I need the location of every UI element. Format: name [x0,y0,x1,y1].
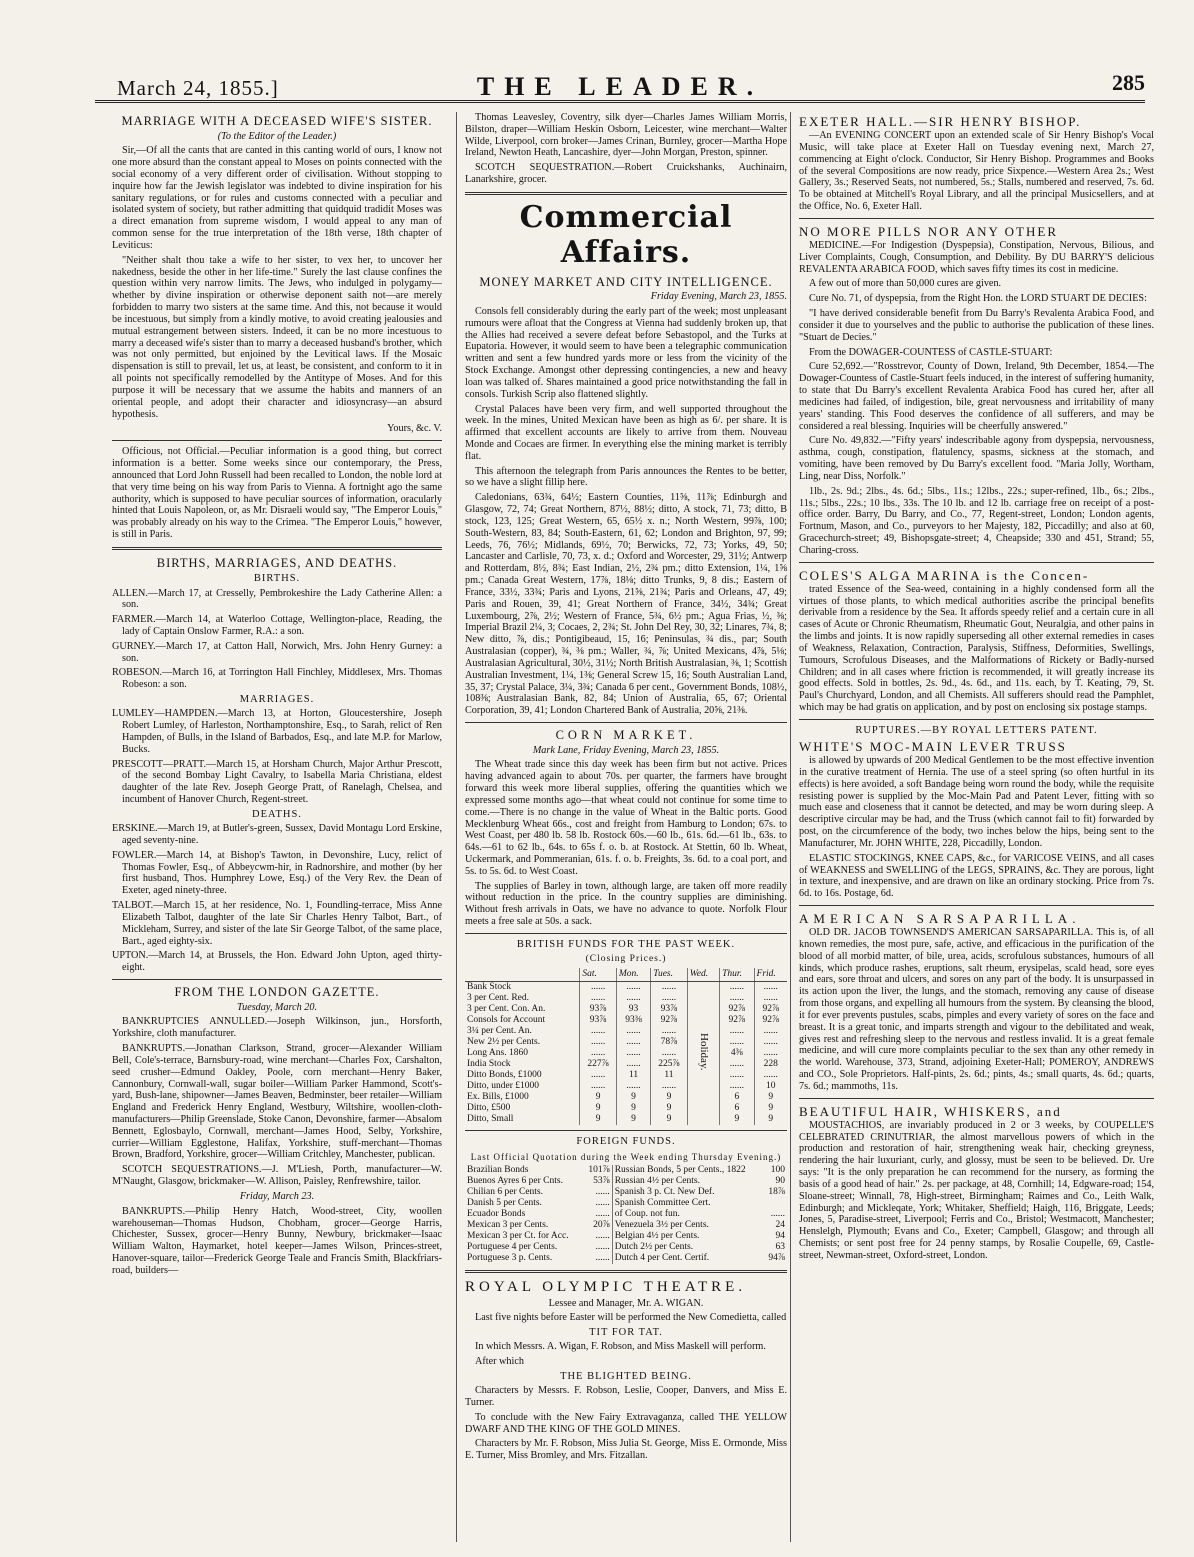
alga-marina-heading: COLES'S ALGA MARINA is the Concen- [799,567,1090,583]
table-row [465,1004,787,1015]
foreign-fund-value: ...... [583,1253,612,1264]
births-heading: BIRTHS. [253,573,301,585]
table-row [465,1026,787,1037]
cell-frid: 228 [754,1059,787,1070]
table-row [465,1209,787,1220]
newspaper-title: THE LEADER. [476,72,764,101]
table-row [465,1165,787,1176]
foreign-fund-value: 53⅞ [583,1176,612,1187]
divider [799,218,1154,219]
hair-heading: BEAUTIFUL HAIR, WHISKERS, and [799,1103,1062,1119]
pills-paragraph: Cure No. 71, of dyspepsia, from the Right Hon. the LORD STUART DE DECIES: [809,293,1147,305]
foreign-fund-value: 24 [775,1220,785,1231]
table-row [465,1092,787,1103]
fund-name: India Stock [467,1059,511,1070]
table-row [465,1070,787,1081]
fund-name: 3¼ per Cent. An. [467,1026,532,1037]
foreign-fund-value: ...... [583,1242,612,1253]
fund-name: Ditto, Small [467,1114,514,1125]
cell-mon: 9 [616,1092,650,1103]
olympic-paragraph: Characters by Messrs. F. Robson, Leslie, Cooper, Danvers, and Miss E. Turner. [465,1385,787,1408]
fund-name: Ditto Bonds, £1000 [467,1070,542,1081]
issue-date: March 24, 1855.] [117,76,279,100]
foreign-funds-table [465,1165,787,1264]
cell-frid: 92⅞ [754,1004,787,1015]
marriage-entry: LUMLEY—HAMPDEN.—March 13, at Horton, Gloucestershire, Joseph Robert Lumley, of Harleston, Northamptonshire, Esq., to Sarah, relict of Ren Hampden, of Bulls, in the Island of Barbados, Esq., and late M.P. for Marlow, Bucks. [112,708,442,755]
cell-frid: ...... [754,1037,787,1048]
pills-paragraph: Cure No. 49,832.—"Fifty years' indescribable agony from dyspepsia, nervousness, asthma, cough, constipation, flatulency, spasms, sickness at the stomach, and vomiting, have been removed by Du Barry's excellent food. "Maria Jolly, Wortham, Ling, near Diss, Norfolk." [799,435,1154,482]
death-entry: UPTON.—March 14, at Brussels, the Hon. Edward John Upton, aged thirty-eight. [112,950,442,974]
olympic-theatre-heading: ROYAL OLYMPIC THEATRE. [465,1279,747,1296]
page-number: 285 [1112,70,1145,95]
cell-thur: 6 [720,1103,754,1114]
cell-thur: ...... [720,1070,754,1081]
foreign-fund-name: Russian Bonds, 5 per Cents., 1822 [614,1164,746,1175]
foreign-fund-value: 18⅞ [768,1187,785,1198]
money-market-heading: MONEY MARKET AND CITY INTELLIGENCE. [479,274,773,289]
birth-entry: FARMER.—March 14, at Waterloo Cottage, Wellington-place, Reading, the lady of Captain Onslow Farmer, R.A.: a son. [112,614,442,637]
table-header: Mon. [616,968,650,982]
olympic-lessee: Lessee and Manager, Mr. A. WIGAN. [548,1297,704,1309]
gazette-date-1: Tuesday, March 20. [237,1001,317,1013]
deaths-list [112,823,442,974]
gazette-paragraph: BANKRUPTCIES ANNULLED.—Joseph Wilkinson, jun., Horsforth, Yorkshire, cloth manufacturer. [112,1016,442,1040]
money-paragraph: This afternoon the telegraph from Paris announces the Rentes to be better, so we have a slight fillip here. [465,465,787,489]
british-funds-subheading: (Closing Prices.) [585,954,667,965]
divider [465,1130,787,1131]
foreign-fund-value: ...... [770,1209,785,1220]
cell-frid: 9 [754,1092,787,1103]
column-left [112,112,442,1542]
foreign-fund-name: Spanish Committee Cert. [614,1198,711,1209]
olympic-play-title: THE BLIGHTED BEING. [560,1371,692,1382]
gazette-heading: FROM THE LONDON GAZETTE. [174,985,380,1000]
cell-sat: ...... [580,1037,617,1048]
fund-name: Long Ans. 1860 [467,1048,528,1059]
cell-thur: 4⅜ [720,1048,754,1059]
death-entry: TALBOT.—March 15, at her residence, No. 1, Foundling-terrace, Miss Anne Elizabeth Talbot, daughter of the late Sir Charles Henry Talbot, Bart., of Mickleham, Surrey, and sister of the late Sir George Talbot, of the same place, Bart., aged eighty-six. [112,900,442,947]
cell-sat: ...... [580,1026,617,1037]
table-row [465,1037,787,1048]
money-paragraph: Consols fell considerably during the early part of the week; most unpleasant rumours were afloat that the Congress at Vienna had suddenly broken up, that the Allies had received a severe defeat before Sebastopol, and the Turks at Eupatoria. However, it would seem to have been a telegraphic communication written and sent a few hundred yards more or less from the vicinity of the Stock Exchange. Amongst other depressing contingencies, a new and heavy loan was talked of. Shares maintained a good price notwithstanding the fall in consols. Turkish Scrip also flattened slightly. [465,305,787,400]
foreign-fund-name: Danish 5 per Cents. [467,1198,542,1209]
marriages-heading: MARRIAGES. [239,694,315,706]
truss-paragraph: is allowed by upwards of 200 Medical Gentlemen to be the most effective invention in the curative treatment of Hernia. The use of a steel spring (so often hurtful in its effects) is here avoided, a soft Bandage being worn round the body, while the requisite resisting power is supplied by the Moc-Main Pad and Patent Lever, fitting with so much ease and closeness that it cannot be detected, and may be worn during sleep. A descriptive circular may be had, and the Truss (which cannot fail to fit) forwarded by post, on the circumference of the body, two inches below the hips, being sent to the Manufacturer, Mr. JOHN WHITE, 228, Piccadilly, London. [799,755,1154,849]
fund-name: New 2½ per Cents. [467,1037,541,1048]
table-row [465,1220,787,1231]
cell-tues: 78⅞ [651,1037,688,1048]
cell-sat: 93⅞ [580,1004,617,1015]
cell-mon: 93⅜ [616,1015,650,1026]
column-right [790,112,1154,1542]
foreign-fund-value: 100 [770,1164,785,1175]
cell-mon: ...... [616,982,650,994]
divider [465,1270,787,1273]
table-row [465,1231,787,1242]
table-header: Tues. [651,968,688,982]
cell-mon: ...... [616,1081,650,1092]
fund-name: Ditto, £500 [467,1103,511,1114]
corn-market-heading: CORN MARKET. [555,728,697,743]
table-header: Sat. [580,968,617,982]
cell-thur: 92⅞ [720,1015,754,1026]
olympic-paragraph: In which Messrs. A. Wigan, F. Robson, and Miss Maskell will perform. [475,1341,766,1353]
birth-entry: GURNEY.—March 17, at Catton Hall, Norwich, Mrs. John Henry Gurney: a son. [112,640,442,664]
cell-sat: ...... [580,993,617,1004]
cell-thur: ...... [720,1037,754,1048]
divider [112,547,442,550]
fund-name: 3 per Cent. Red. [467,993,530,1004]
hair-paragraph: MOUSTACHIOS, are invariably produced in 2 or 3 weeks, by COUPELLE'S CELEBRATED CRINUTRIAR, the almost marvellous powers of which in the production and restoration of hair, strengthening weak hair, checking greyness, rendering the hair luxuriant, curly, and glossy, must be seen to be believed. Dr. Ure says: "It is the only preparation he can recommend for the nursery, as forming the basis of a good head of hair." 2s. per package, at 48, Cornhill; 14, Edgware-road; 154, Sloane-street; Winnall, 78, High-street, Birmingham; Raimes and Co., Leith Walk, Edinburgh; and Mickleqate, York; Whitaker, Sheffield; Haigh, 116, Briggate, Leeds; Jones, 5, Paradise-street, Liverpool; Ferris and Co., Bristol; Westmacott, Manchester; Henslelgh, Plymouth; Evans and Co., Exeter; Campbell, Glasgow; and through all Chemists; or sent post free for 24 penny stamps, by Rosalie Coupelle, 69, Castle-street, Newman-street, Oxford-street, London. [799,1119,1154,1261]
death-entry: FOWLER.—March 14, at Bishop's Tawton, in Devonshire, Lucy, relict of Thomas Fowler, Esq., of Abbeycwm-hir, in Radnorshire, and mother (by her first husband, Thos. Humphrey Lowe, Esq.) of the Very Rev. the Dean of Exeter, aged ninety-three. [112,849,442,897]
pills-paragraph: MEDICINE.—For Indigestion (Dyspepsia), Constipation, Nervous, Bilious, and Liver Complaints, Cough, Consumption, and Debility. By DU BARRY'S delicious REVALENTA ARABICA FOOD, which saves fifty times its cost in medicine. [799,239,1154,275]
cell-tues: 9 [651,1103,688,1114]
olympic-paragraph: Characters by Mr. F. Robson, Miss Julia St. George, Miss E. Ormonde, Miss E. Turner, Miss Bromley, and Mrs. Fitzallan. [465,1438,787,1462]
corn-paragraph: The supplies of Barley in town, although large, are taken off more readily without reduction in the price. In the country supplies are diminishing. Without fresh arrivals in Oats, we have no advance to quote. Norfolk Flour meets a free sale at 50s. a sack. [465,880,787,928]
divider [799,562,1154,563]
divider [112,440,442,441]
pills-paragraph: A few out of more than 50,000 cures are given. [809,278,1002,290]
foreign-fund-name: Mexican 3 per Ct. for Acc. [467,1231,569,1242]
divider [112,979,442,980]
cell-frid: 92⅞ [754,1015,787,1026]
cell-sat: ...... [580,1081,617,1092]
olympic-paragraph: After which [475,1356,524,1368]
foreign-fund-name: Buenos Ayres 6 per Cnts. [467,1176,563,1186]
column-middle [456,112,787,1542]
cell-frid: 10 [754,1081,787,1092]
foreign-fund-value: 20⅞ [583,1220,612,1231]
cell-mon: 93 [616,1004,650,1015]
section-title: Commercial Affairs. [519,199,733,270]
foreign-fund-name: Belgian 4½ per Cents. [614,1231,700,1242]
cell-mon: ...... [616,1059,650,1070]
gazette-date-2: Friday, March 23. [239,1190,315,1202]
olympic-paragraph: To conclude with the New Fairy Extravaganza, called THE YELLOW DWARF AND THE KING OF THE GOLD MINES. [465,1411,787,1435]
corn-paragraph: The Wheat trade since this day week has been firm but not active. Prices having advanced again to about 70s. per quarter, the farmers have brought forward this week more liberal supplies, offering the quantities which we expressed some months ago—that wheat could not continue for some time to come.—There is no change in the value of Wheat in the Baltic ports. Good Mecklenburg Wheat 66s., cost and freight from Hamburg to London; 67s. to West Coast, per 480 lb. 58 lb. Rostock 60s.—60 lb., 61s. 6d.—61 lb., 63s. to 64s.—61 to 62 lb., 64s. to 65s f. o. b. at Rostock. At Stettin, 60 lb. Wheat, Uckermark, and Pommeranian, 61s. f. o. b. Freights, 3s. 6d. to a coal port, and 5s. to 5s. 6d. to West Coast. [465,759,787,877]
foreign-fund-name: Dutch 4 per Cent. Certif. [614,1253,710,1264]
foreign-fund-name: Brazilian Bonds [467,1164,529,1175]
cell-thur: 6 [720,1092,754,1103]
pills-heading: NO MORE PILLS NOR ANY OTHER [799,223,1058,239]
cell-tues: ...... [651,993,688,1004]
cell-tues: ...... [651,1048,688,1059]
officious-paragraph: Officious, not Official.—Peculiar information is a good thing, but correct information is a better. Some weeks since our contemporary, the Press, announced that Lord John Russell had been recalled to London, the noble lord at that very time being on his way from Paris to Vienna. A fortnight ago the same authority, which is supposed to have peculiar sources of information, oracularly hinted that Louis Napoleon, or, as Mr. Disraeli would say, "The Emperor Louis," was probably already on his way to the Crimea. "The Emperor Louis," however, is still in Paris. [112,446,442,540]
divider [465,933,787,934]
exeter-hall-paragraph: —An EVENING CONCERT upon an extended scale of Sir Henry Bishop's Vocal Music, will take place at Exeter Hall on Tuesday evening next, March 27, commencing at Eight o'clock. Conductor, Sir Henry Bishop. Programmes and Books of the several Compositions are now ready, price Sixpence.—Western Area 2s.; West Gallery, 3s.; Reserved Seats, not numbered, 5s.; Stalls, numbered and reserved, 7s. 6d. To be obtained at Mitchell's Royal Library, and all the principal Musicsellers, and at the Office, No. 6, Exeter Hall. [799,130,1154,213]
cell-sat: 93⅞ [580,1015,617,1026]
cell-sat: 9 [580,1114,617,1125]
cell-tues: 92⅞ [651,1015,688,1026]
foreign-fund-name: of Coup. not fun. [614,1209,680,1220]
cell-mon: ...... [616,1048,650,1059]
table-row [465,1242,787,1253]
foreign-fund-name: Ecuador Bonds [467,1209,526,1220]
share-prices-paragraph: Caledonians, 63¾, 64½; Eastern Counties, 11⅝, 11⅞; Edinburgh and Glasgow, 72, 74; Great Northern, 87½, 88½; ditto, A stock, 71, 73; ditto, B stock, 123, 125; Great Western, 65, 65½ x. n.; North Western, 99⅞, 100; South-Western, 83, 84; South-Eastern, 61, 62; London and Brighton, 97, 99; Leeds, 76, 76½; Midlands, 69½, 70; Berwicks, 72, 73; Yorks, 49, 50; Lancaster and Carlisle, 70, 73, x. d.; Oxford and Worcester, 29, 31½; Antwerp and Rotterdam, 8½, 8¾; East Indian, 2½, 2¾ pm.; ditto Extension, 1¼, 1⅝ pm.; Canada Great Western, 17⅞, 18⅛; ditto Trunks, 9, 8 dis.; Eastern of France, 33½, 33¾; Paris and Lyons, 21⅝, 21¾; Paris and Orleans, 47, 49; Paris and Rouen, 39, 41; Great Northern of France, 34½, 34¾; Great Luxembourg, 2⅞, 2½; Western of France, 5¾, 6½ pm.; Agua Frias, ½, ⅜; Imperial Brazil 2¼, 3; Cocaes, 2, 2¾; St. John Del Rey, 30, 32; Linares, 7¾, 8; New ditto, ⅞, dis.; Pontigibeaud, 15, 16; Peninsulas, ¾ dis., par; South Australasian (copper), ¾, ⅜ pm.; Waller, ¾, ⅞; United Mexicans, 4⅞, 5⅛; Australasian Agricultural, 30½, 31½; North British Australasian, ⅜, 1; Scottish Australian Investment, 1¼, 1⅜; General Screw 15, 16; South Australian Land, 35, 37; Crystal Palace, 3¼, 3¾; Canada 6 per cent., Government Bonds, 108½, 108⅜; Australasian Bank, 82, 84; Union of Australia, 65, 67; Oriental Corporation, 39, 41; London Chartered Bank of Australia, 20⅝, 21⅜. [465,492,787,717]
fund-name: Ditto, under £1000 [467,1081,540,1092]
cell-sat: 9 [580,1103,617,1114]
foreign-fund-value: 101⅞ [583,1165,612,1176]
cell-tues: 11 [651,1070,688,1081]
cell-mon: ...... [616,1026,650,1037]
cell-sat: 227⅞ [580,1059,617,1070]
deaths-heading: DEATHS. [252,808,302,820]
bankrupts-continued: Thomas Leavesley, Coventry, silk dyer—Charles James William Morris, Bilston, draper—William Heskin Osborn, Leicester, wine merchant—Walter Wilde, Liverpool, corn broker—James Crinan, Burnley, grocer—Martha Hope Ireland, Newton Heath, Lancashire, dyer—John Morgan, Preston, spinner. [465,112,787,159]
table-row [465,1187,787,1198]
foreign-fund-name: Dutch 2½ per Cents. [614,1242,694,1253]
british-funds-heading: BRITISH FUNDS FOR THE PAST WEEK. [516,938,736,950]
cell-tues: ...... [651,1081,688,1092]
cell-sat: 9 [580,1092,617,1103]
divider [465,722,787,723]
table-row [465,993,787,1004]
masthead [95,64,1145,103]
foreign-fund-name: Spanish 3 p. Ct. New Def. [614,1187,715,1198]
cell-frid: ...... [754,1026,787,1037]
marriage-signature: Yours, &c. V. [387,423,442,435]
cell-tues: ...... [651,1026,688,1037]
table-row [465,1015,787,1026]
money-paragraph: Crystal Palaces have been very firm, and well supported throughout the week. In the mines, United Mexican have been as high as 6/. per share. It is affirmed that excellent accounts are likely to arrive from them. Nouveau Monde and Cocaes are firmer. In everything else the mining market is terribly flat. [465,403,787,462]
alga-marina-paragraph: trated Essence of the Sea-weed, containing in a highly condensed form all the virtues of those plants, to which medical authorities ascribe the principal benefits derivable from a residence by the Sea. It affords speedy relief and a certain cure in all cases of Acute or Chronic Rheumatism, Rheumatic Gout, Neuralgia, and other pains in the limbs and joints. It is now rapidly superseding all other external remedies in cases of Weakness, Relaxation, Contraction, Paralysis, Stiffness, Deformities, Swellings, Tumours, Scrofulous Diseases, and the Malformations of Rickety or Badly-nursed Children; and in all cases where friction is recommended, it will greatly increase its good effects. Sold in bottles, 2s. 9d., 4s. 6d., and 11s. each, by T. Keating, 79, St. Paul's Churchyard, London, and all Chemists. All sufferers should read the Pamphlet, which may be had gratis on application, and by post on enclosing six postage stamps. [799,583,1154,714]
table-row [465,1059,787,1070]
foreign-fund-value: 63 [775,1242,785,1253]
foreign-fund-name: Portuguese 3 p. Cents. [467,1253,553,1264]
foreign-fund-value: ...... [583,1187,612,1198]
foreign-fund-value [764,1198,787,1209]
foreign-fund-name: Russian 4½ per Cents. [614,1176,700,1186]
cell-thur: 9 [720,1114,754,1125]
table-row [465,1114,787,1125]
foreign-fund-name: Chilian 6 per Cents. [467,1187,543,1198]
table-header: Frid. [754,968,787,982]
death-entry: ERSKINE.—March 19, at Butler's-green, Sussex, David Montagu Lord Erskine, aged seventy-nine. [112,823,442,846]
cell-mon: 11 [616,1070,650,1081]
cell-frid: 9 [754,1103,787,1114]
pills-paragraph: 1lb., 2s. 9d.; 2lbs., 4s. 6d.; 5lbs., 11s.; 12lbs., 22s.; super-refined, 1lb., 6s.; 2lbs., 11s.; 5lbs., 22s.; 10 lbs., 33s. The 10 lb. and 12 lb. carriage free on receipt of a post-office order. Barry, Du Barry, and Co., 77, Regent-street, London; London agents, Fortnum, Mason, and Co., purveyors to her Majesty, 182, Piccadilly; and also at 60, Gracechurch-street; 49, Bishopsgate-street; 4, Cheapside; 330 and 451, Strand; 55, Charing-cross. [799,485,1154,556]
pills-paragraph: Cure 52,692.—"Rosstrevor, County of Down, Ireland, 9th December, 1854.—The Dowager-Countess of Castle-Stuart feels induced, in the interest of suffering humanity, to state that Du Barry's excellent Revalenta Arabica Food has cured her, after all medicines had failed, of indigestion, bile, great nervousness and irritability of many years' standing. This Food deserves the confidence of all sufferers, and may be considered a real blessing. Inquiries will be cheerfully answered." [799,361,1154,432]
cell-frid: ...... [754,993,787,1004]
foreign-fund-value: 90 [775,1176,785,1186]
fund-name: Bank Stock [467,982,512,993]
table-row [465,1103,787,1114]
marriage-entry: PRESCOTT—PRATT.—March 15, at Horsham Church, Major Arthur Prescott, of the second Bombay Light Cavalry, to Isabella Maria Christiana, eldest daughter of the late Rev. Joseph George Pratt, of Ranelagh, Chelsea, and incumbent of Hanover Church, Regent-street. [112,758,442,806]
holiday-label: Holiday. [697,1033,710,1071]
foreign-fund-name: Mexican 3 per Cents. [467,1220,549,1231]
cell-sat: ...... [580,1048,617,1059]
fund-name: Ex. Bills, £1000 [467,1092,529,1103]
birth-entry: ROBESON.—March 16, at Torrington Hall Finchley, Middlesex, Mrs. Thomas Robeson: a son. [112,667,442,691]
table-header: Wed. [687,968,719,982]
cell-tues: 93⅞ [651,1004,688,1015]
divider [799,905,1154,906]
foreign-fund-name: Portuguese 4 per Cents. [467,1242,558,1253]
table-row [465,982,787,994]
foreign-fund-value: ...... [583,1231,612,1242]
gazette-paragraph: SCOTCH SEQUESTRATIONS.—J. M'Liesh, Porth, manufacturer—W. M'Naught, Glasgow, brickmaker—W. Allison, Paisley, Renfrewshire, tailor. [112,1164,442,1188]
cell-sat: ...... [580,1070,617,1081]
cell-tues: 225⅞ [651,1059,688,1070]
cell-thur: ...... [720,993,754,1004]
cell-sat: ...... [580,982,617,994]
table-header [465,968,580,982]
births-list [112,588,442,692]
fund-name: Consols for Account [467,1015,546,1026]
cell-mon: 9 [616,1103,650,1114]
sarsaparilla-heading: AMERICAN SARSAPARILLA. [799,911,1081,927]
cell-mon: ...... [616,1037,650,1048]
cell-frid: 9 [754,1114,787,1125]
marriages-list [112,708,442,806]
birth-entry: ALLEN.—March 17, at Cresselly, Pembrokeshire the Lady Catherine Allen: a son. [112,587,442,611]
gazette-paragraph: BANKRUPTS.—Philip Henry Hatch, Wood-street, City, woollen warehouseman—Thomas Hudson, Chobham, grocer—George Harris, Chichester, Sussex, grocer—Henry Bunny, Newbury, brickmaker—Isaac William Walton, Haymarket, hotel keeper—James Wilson, Princes-street, Hanover-square, tailor—Frederick George Teale and Francis Smith, Blackfriars-road, builders— [112,1205,442,1276]
foreign-fund-value: ...... [583,1209,612,1220]
foreign-funds-heading: FOREIGN FUNDS. [576,1136,676,1148]
cell-tues: 9 [651,1114,688,1125]
pills-paragraph: From the DOWAGER-COUNTESS of CASTLE-STUART: [809,346,1053,358]
bmd-heading: BIRTHS, MARRIAGES, AND DEATHS. [156,555,398,570]
divider [465,192,787,195]
marriage-heading: MARRIAGE WITH A DECEASED WIFE'S SISTER. [121,114,433,128]
sarsaparilla-paragraph: OLD DR. JACOB TOWNSEND'S AMERICAN SARSAPARILLA. This is, of all known remedies, the most pure, safe, active, and efficacious in the purification of the blood of all morbid matter, of bile, urea, acids, scrofulous substances, humours of all kinds, which produce rashes, eruptions, salt rheum, erysipelas, scald head, sore eyes and ears, sore throat and ulcers, and sores on any part of the body. It is unsurpassed in its action upon the liver, the lungs, and the stomach, removing any cause of disease from those organs, and expelling all humours from the system. By cleansing the blood, it for ever prevents pustules, scabs, pimples and every variety of sores on the face and breast. It is a great tonic, and imparts strength and vigour to the debilitated and weak, gives rest and refreshing sleep to the nervous and restless invalid. It is a great female medicine, and will cure more complaints peculiar to the sex than any other remedy in the world. Warehouse, 373, Strand, adjoining Exeter-Hall; POMEROY, ANDREWS and CO., Sole Proprietors. Half-pints, 2s. 6d.; pints, 4s.; small quarts, 4s. 6d.; quarts, 7s. 6d.; mammoths, 11s. [799,927,1154,1092]
cell-frid: ...... [754,1048,787,1059]
money-market-date: Friday Evening, March 23, 1855. [650,291,787,303]
british-funds-table [465,968,787,1125]
corn-market-date: Mark Lane, Friday Evening, March 23, 1855. [532,744,720,756]
cell-mon: 9 [616,1114,650,1125]
cell-frid: ...... [754,982,787,994]
marriage-paragraph-1: Sir,—Of all the cants that are canted in this canting world of ours, I know not one more absurd than the constant appeal to Moses on points connected with the social economy of a very different order of civilisation. Without stopping to inquire how far the Jewish legislator was indebted to divine inspiration for his sanitary regulations, or for rules and customs connected with a peculiar and isolated system of society, but rather admitting that quidquid tradidit Moses was a direct emanation from supreme wisdom, I would appeal to any man of common sense for the true interpretation of the 18th verse, 18th chapter of Leviticus: [112,145,442,251]
marriage-subheading: (To the Editor of the Leader.) [217,130,337,142]
olympic-paragraph: Last five nights before Easter will be performed the New Comedietta, called [475,1312,787,1324]
cell-frid: ...... [754,1070,787,1081]
marriage-paragraph-2: "Neither shalt thou take a wife to her sister, to vex her, to uncover her nakedness, beside the other in her life-time." Surely the last clause confines the question within very narrow limits. The Jews, who indulged in polygamy—whether by divine inspiration or otherwise deponent saith not—are merely forbidden to marry two sisters at the same time. And this, not because it would be incestuous, but simply from a kindly motive, to avoid creating jealousies and mutual estrangement between sisters. Indeed, it can be no more incestuous to marry a deceased wife's sister than to marry a deceased husband's brother, which was not only permitted, but enjoined by the Levitical laws. If the Mosaic dispensation is still to prevail, let us, at least, be consistent, and conform to it in all points not specifically remodelled by the Antitype of Moses. And for this purpose it will be necessary that we assume the habits and manners of an oriental people, and adopt their character and idiosyncrasy—an absurd hypothesis. [112,254,442,420]
cell-thur: ...... [720,982,754,994]
cell-thur: ...... [720,1081,754,1092]
table-row [465,1081,787,1092]
table-row [465,1048,787,1059]
exeter-hall-heading: EXETER HALL.—SIR HENRY BISHOP. [799,114,1082,129]
foreign-funds-subheading: Last Official Quotation during the Week ending Thursday Evening.) [470,1151,782,1162]
pills-paragraph: "I have derived considerable benefit from Du Barry's Revalenta Arabica Food, and consider it due to yourselves and the public to authorise the publication of these lines. "Stuart de Decies." [799,308,1154,343]
table-row [465,1253,787,1264]
olympic-play-title: TIT FOR TAT. [589,1327,663,1339]
table-row [465,1176,787,1187]
scotch-sequestration: SCOTCH SEQUESTRATION.—Robert Cruickshanks, Auchinairn, Lanarkshire, grocer. [465,162,787,186]
foreign-fund-value: 94 [775,1231,785,1242]
cell-mon: ...... [616,993,650,1004]
fund-name: 3 per Cent. Con. An. [467,1004,546,1015]
table-row [465,1198,787,1209]
cell-thur: 92⅞ [720,1004,754,1015]
foreign-fund-value: 94⅞ [768,1253,785,1264]
cell-tues: 9 [651,1092,688,1103]
divider [799,719,1154,720]
gazette-paragraph: BANKRUPTS.—Jonathan Clarkson, Strand, grocer—Alexander William Bell, Cole's-terrace, Barnsbury-road, wine merchant—Charles Fox, Carshalton, seed crusher—Edmund Oakley, Poole, corn merchant—Henry Baker, Cannonbury, Cornwall-wall, sugar boiler—William Parker Hammond, Scott's-yard, Bush-lane, shipowner—James Beaven, Bedminster, beer retailer—William England and Frederick Henry England, Westbury, Wiltshire, woollen-cloth-manufacturers—Philip Greenslade, Stoke Canon, Devonshire, farmer—Absalom Bennett, Eglosbaylo, Cornwall, merchant—James Hood, Selby, Yorkshire, currier—William Egglestone, Halifax, Yorkshire, stuff-merchant—Thomas Brown, Bradford, Yorkshire, grocer—William Critchley, Manchester, publican. [112,1043,442,1161]
table-header-row [465,968,787,982]
cell-thur: ...... [720,1059,754,1070]
divider [799,1098,1154,1099]
foreign-fund-value: ...... [583,1198,612,1209]
truss-heading: WHITE'S MOC-MAIN LEVER TRUSS [799,739,1067,755]
ruptures-heading: RUPTURES.—BY ROYAL LETTERS PATENT. [855,724,1098,736]
elastic-stockings-paragraph: ELASTIC STOCKINGS, KNEE CAPS, &c., for VARICOSE VEINS, and all cases of WEAKNESS and SWELLING of the LEGS, SPRAINS, &c. They are porous, light in texture, and inexpensive, and are drawn on like an ordinary stocking. Price from 7s. 6d. to 16s. Postage, 6d. [799,852,1154,900]
foreign-fund-name: Venezuela 3½ per Cents. [614,1220,709,1231]
table-header: Thur. [720,968,754,982]
cell-tues: ...... [651,982,688,994]
cell-thur: ...... [720,1026,754,1037]
holiday-cell [687,982,719,1126]
